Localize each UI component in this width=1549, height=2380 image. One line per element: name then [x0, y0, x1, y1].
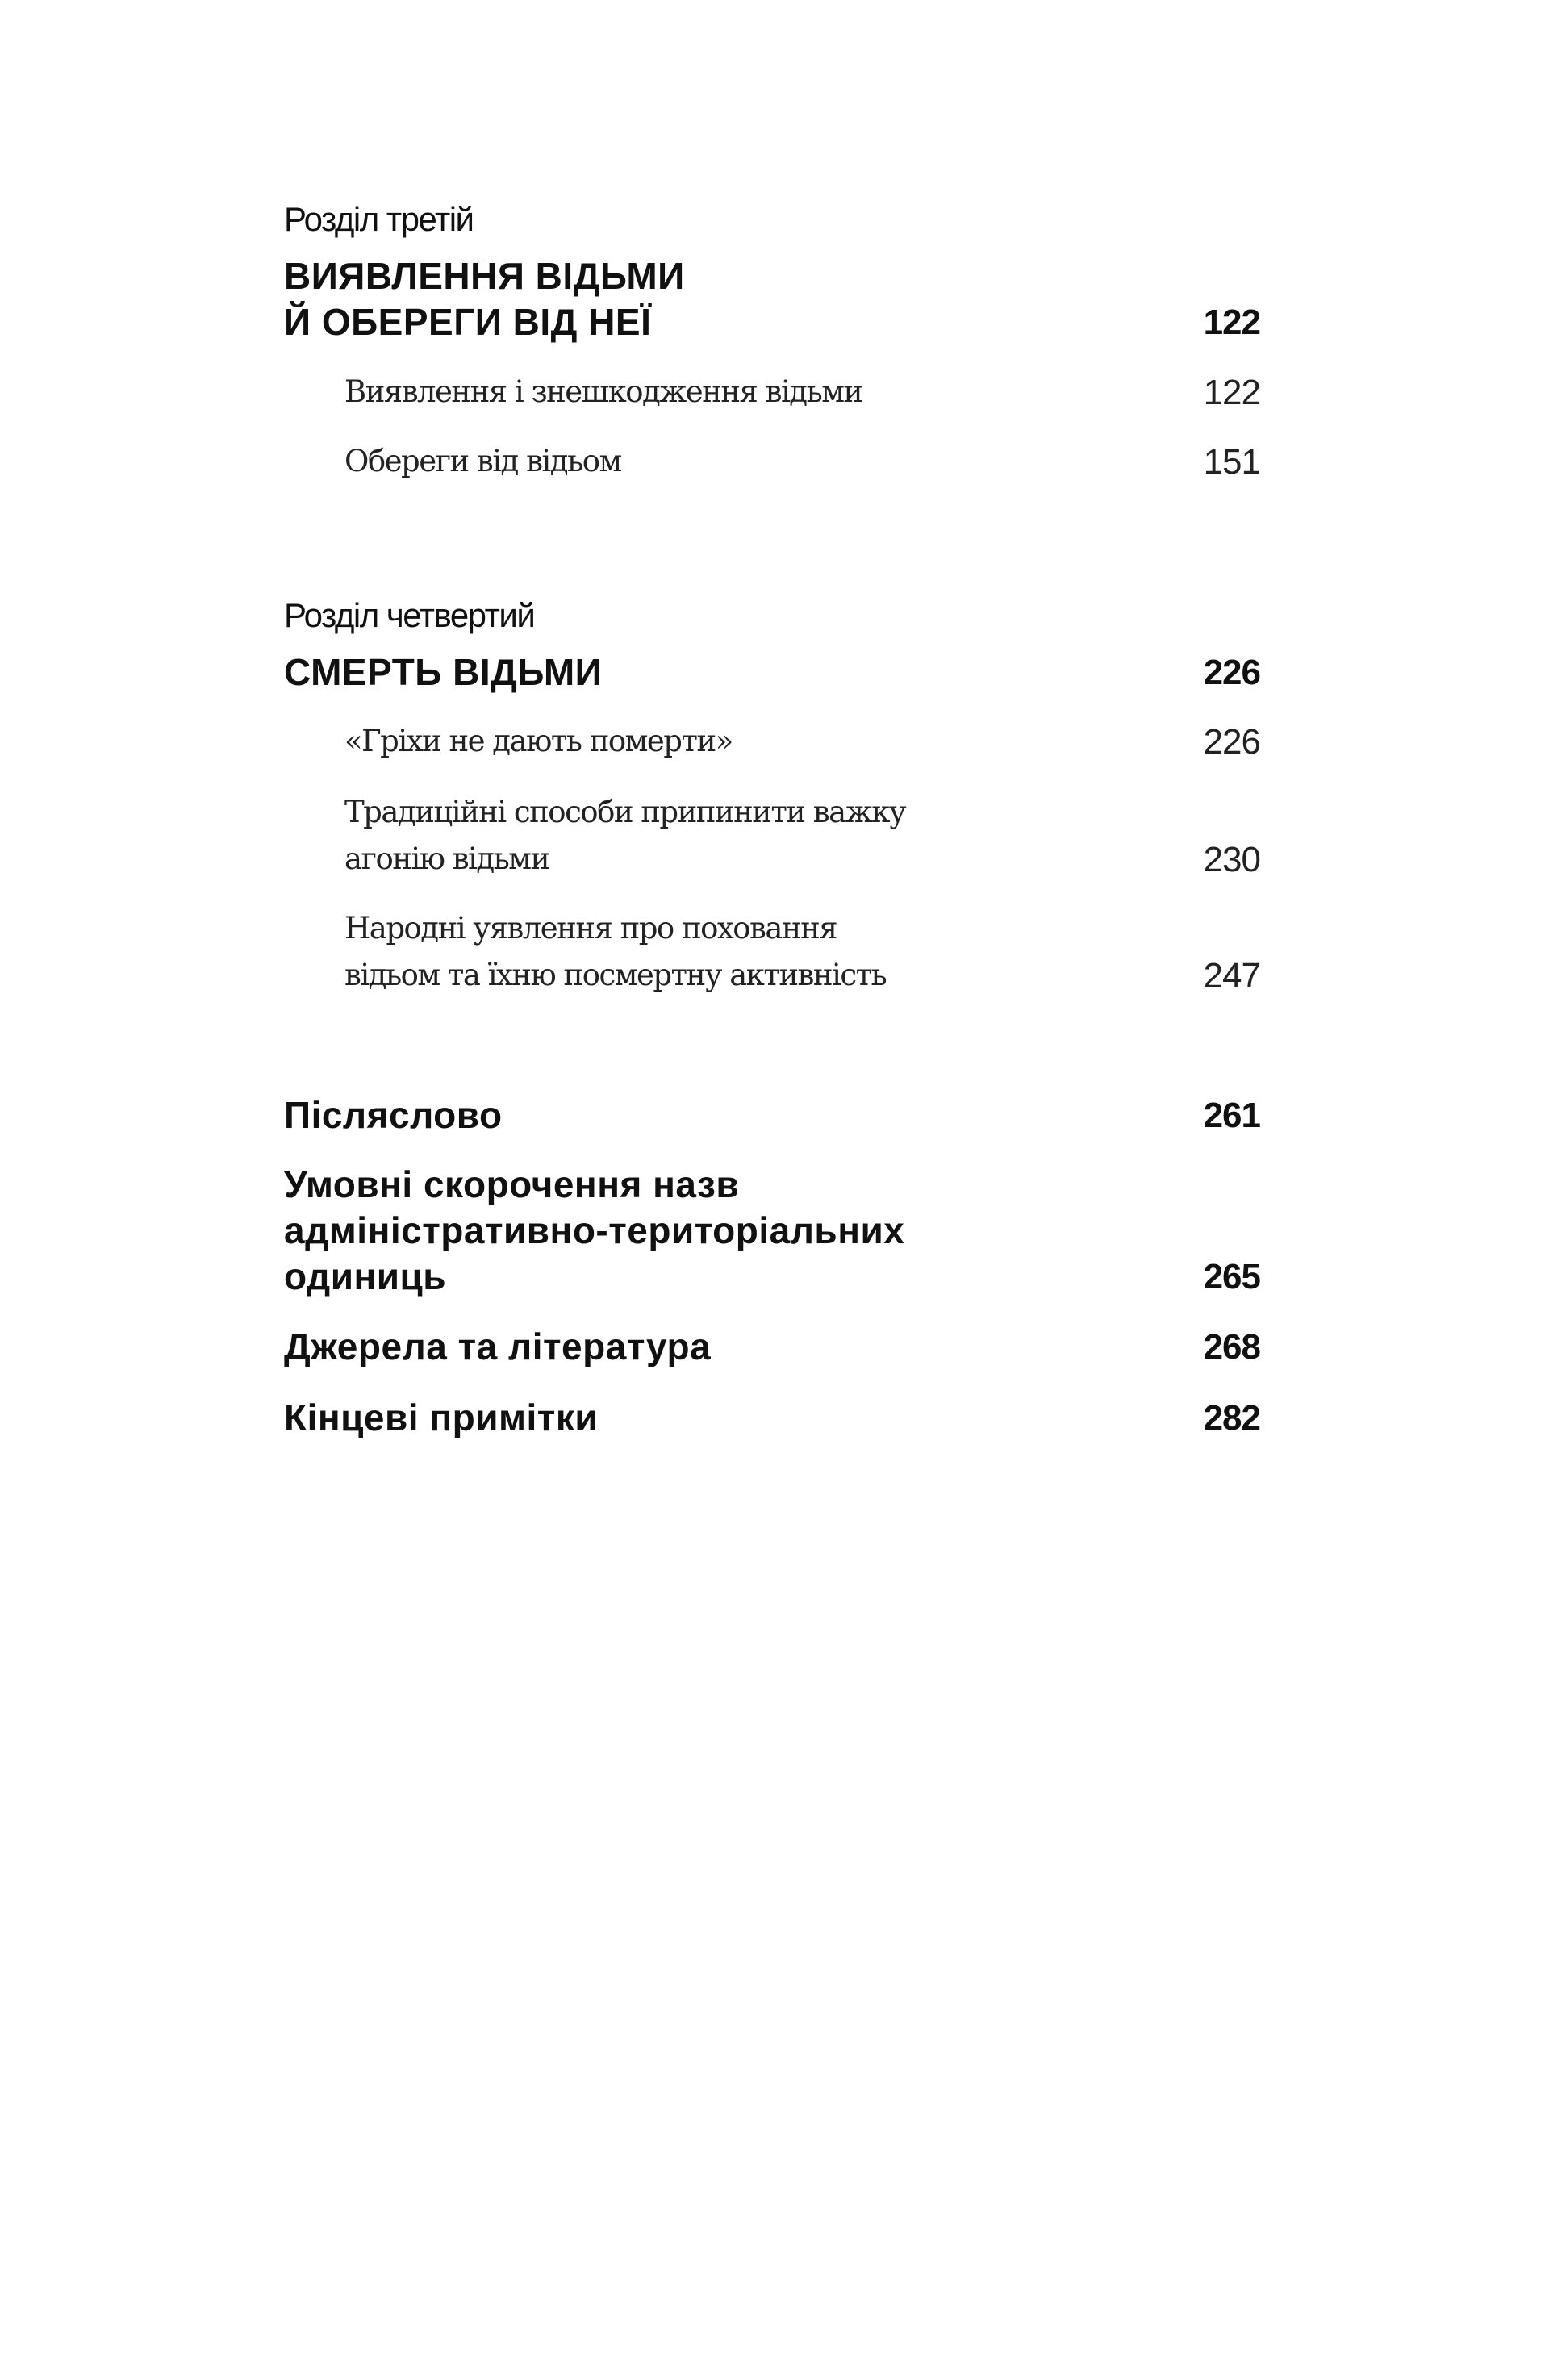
page-number: 230 [1203, 840, 1260, 879]
toc-entry-sources[interactable] [284, 1324, 1260, 1370]
toc-entry-chapter4[interactable] [284, 649, 1260, 695]
toc-entry-chapter3[interactable] [284, 253, 1260, 345]
chapter-label [284, 593, 1260, 638]
page-number: 247 [1203, 956, 1260, 996]
toc-entry-endnotes[interactable] [284, 1395, 1260, 1441]
page-number: 261 [1203, 1096, 1260, 1135]
entry-title: Кінцеві примітки [284, 1397, 599, 1438]
section-title-line: відьом та їхню посмертну активність [344, 958, 887, 992]
entry-title-line: адміністративно-територіальних [284, 1209, 905, 1251]
entry-title: Післяслово [284, 1094, 503, 1136]
toc-entry-section[interactable] [344, 789, 1260, 883]
page-number: 282 [1203, 1398, 1260, 1438]
entry-title: Джерела та література [284, 1326, 712, 1367]
chapter-label-text: Розділ четвертий [284, 596, 535, 634]
section-title: Виявлення і знешкодження відьми [344, 374, 862, 409]
section-title-line: агонію відьми [344, 841, 549, 876]
page-number: 122 [1203, 373, 1260, 412]
chapter-title-line: СМЕРТЬ ВІДЬМИ [284, 651, 603, 693]
section-title: «Гріхи не дають померти» [344, 724, 733, 758]
section-title-line: Традиційні способи припинити важку [344, 795, 906, 829]
toc-entry-abbreviations[interactable] [284, 1162, 1260, 1300]
section-title-line: Народні уявлення про поховання [344, 911, 837, 946]
toc-entry-section[interactable] [344, 438, 1260, 485]
toc-entry-afterword[interactable] [284, 1092, 1260, 1138]
toc-entry-section[interactable] [344, 718, 1260, 765]
page-number: 226 [1203, 722, 1260, 762]
page-number: 268 [1203, 1327, 1260, 1367]
chapter-title-line: ВИЯВЛЕННЯ ВІДЬМИ [284, 255, 685, 297]
entry-title-line: Умовні скорочення назв [284, 1163, 740, 1205]
chapter-title-line: Й ОБЕРЕГИ ВІД НЕЇ [284, 301, 652, 343]
chapter-label [284, 197, 1260, 242]
toc-entry-section[interactable] [344, 369, 1260, 415]
entry-title-line: одиниць [284, 1255, 447, 1297]
section-title: Обереги від відьом [344, 444, 621, 478]
toc-entry-section[interactable] [344, 905, 1260, 999]
chapter-label-text: Розділ третій [284, 200, 474, 238]
page-number: 122 [1203, 303, 1260, 342]
page-number: 226 [1203, 653, 1260, 692]
page-number: 265 [1203, 1257, 1260, 1296]
page-number: 151 [1203, 442, 1260, 482]
